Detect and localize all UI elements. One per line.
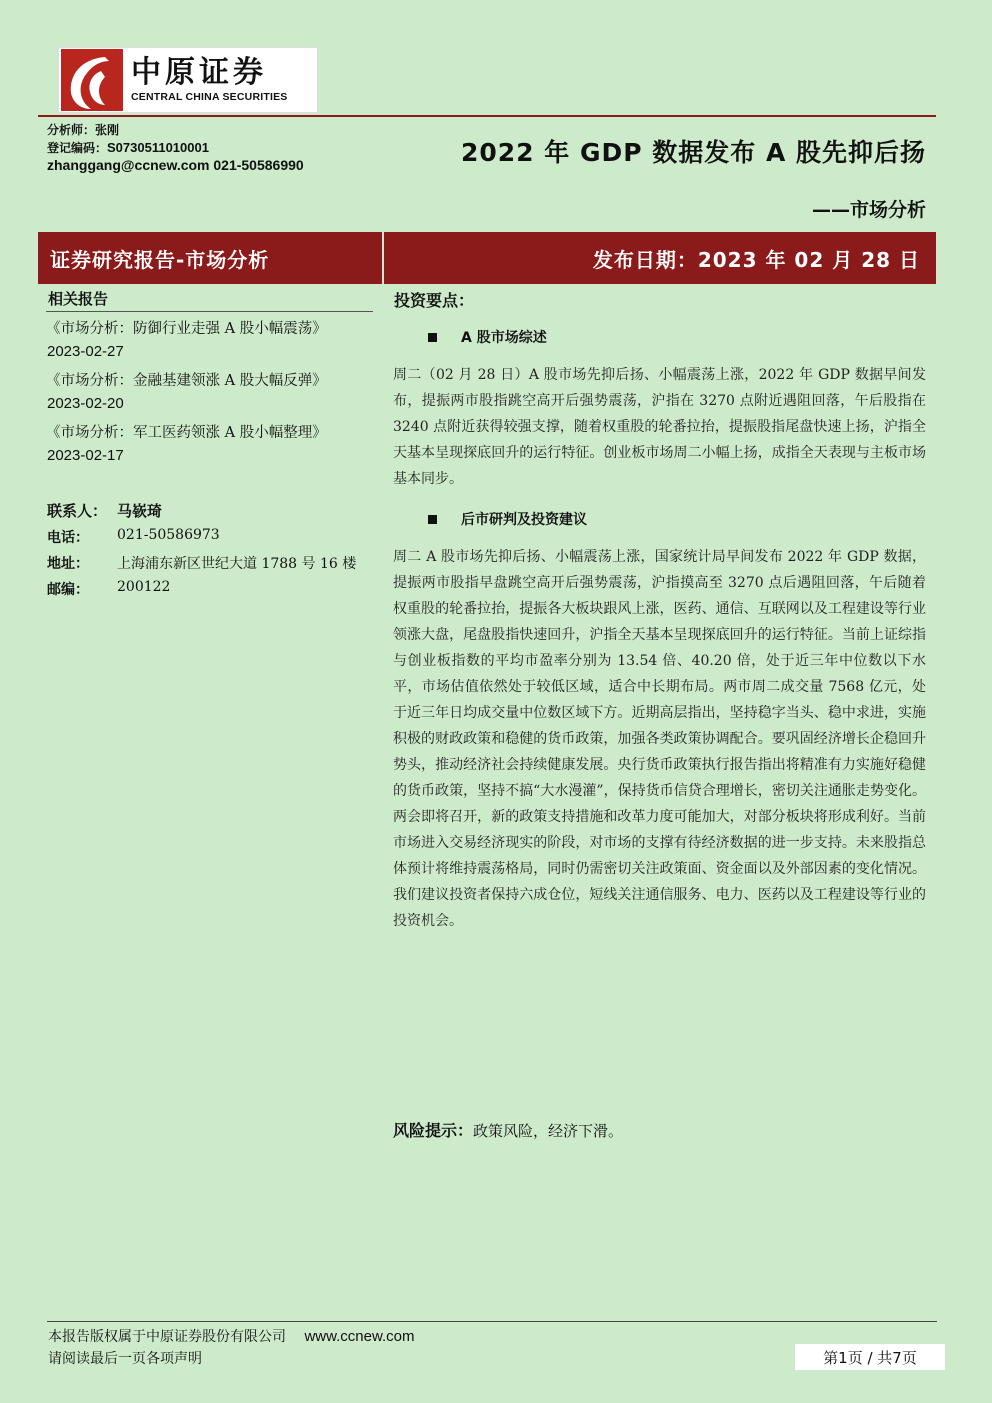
analyst-reg-row <box>47 139 209 156</box>
contact-person-row <box>47 500 162 521</box>
related-report-link[interactable]: 《市场分析：防御行业走强 A 股小幅震荡》 <box>46 321 327 337</box>
contact-person-label: 联系人： <box>47 502 108 520</box>
related-report-date: 2023-02-17 <box>47 447 124 464</box>
zip-value: 200122 <box>117 579 171 595</box>
investment-highlights-heading: 投资要点： <box>394 291 475 310</box>
logo-mark-icon <box>61 49 123 111</box>
footer-disclaimer: 请阅读最后一页各项声明 <box>48 1351 202 1367</box>
company-logo <box>58 47 318 113</box>
square-bullet-icon <box>428 333 437 342</box>
section-heading-outlook <box>428 509 587 529</box>
analyst-contact: zhanggang@ccnew.com 021-50586990 <box>47 157 304 173</box>
contact-phone-row <box>47 527 220 547</box>
publish-date: 发布日期：2023 年 02 月 28 日 <box>592 248 920 272</box>
reg-code: S0730511010001 <box>107 140 209 155</box>
related-report-link[interactable]: 《市场分析：军工医药领涨 A 股小幅整理》 <box>46 425 327 441</box>
logo-chinese-name: 中原证券 <box>131 55 267 90</box>
page-indicator: 第1页 / 共7页 <box>795 1344 945 1370</box>
analyst-label: 分析师： <box>47 123 96 137</box>
header-divider <box>38 115 936 117</box>
analyst-name: 张刚 <box>95 123 120 137</box>
risk-warning <box>393 1118 623 1141</box>
report-category: 证券研究报告-市场分析 <box>50 248 270 272</box>
reg-label: 登记编码： <box>47 141 108 155</box>
section-heading-market-review <box>428 327 547 347</box>
section-heading-text: 后市研判及投资建议 <box>461 512 587 528</box>
market-review-paragraph: 周二（02 月 28 日）A 股市场先抑后扬、小幅震荡上涨，2022 年 GDP 数据早间发布，提振两市股指跳空高开后强势震荡，沪指在 3270 点附近遇阻回落，午后股指在 3240 点附近获得较强支撑，随着权重股的轮番拉抬，提振股指尾盘快速上扬，沪指全天基本呈现探底回升的运行特征。创业板市场周二小幅上扬，成指全天表现与主板市场基本同步。 <box>393 367 926 487</box>
zip-label: 邮编： <box>47 582 89 598</box>
related-divider <box>46 311 373 312</box>
phone-value: 021-50586973 <box>117 527 220 543</box>
logo-english-name: CENTRAL CHINA SECURITIES <box>131 91 288 103</box>
section-heading-text: A 股市场综述 <box>461 330 547 346</box>
footer-divider <box>47 1321 937 1322</box>
copyright-text: 本报告版权属于中原证券股份有限公司 <box>48 1329 286 1345</box>
analyst-name-row <box>47 121 119 138</box>
report-title: 2022 年 GDP 数据发布 A 股先抑后扬 <box>460 138 926 167</box>
address-label: 地址： <box>47 556 89 572</box>
related-report-date: 2023-02-20 <box>47 395 124 412</box>
contact-person: 马嵚琦 <box>117 502 163 520</box>
related-reports-heading: 相关报告 <box>48 290 109 308</box>
report-subtitle: ——市场分析 <box>811 199 926 221</box>
banner-divider <box>382 232 384 284</box>
phone-label: 电话： <box>47 530 89 546</box>
risk-label: 风险提示： <box>393 1121 474 1140</box>
contact-zip-row <box>47 579 170 599</box>
address-value: 上海浦东新区世纪大道 1788 号 16 楼 <box>117 556 357 572</box>
outlook-paragraph: 周二 A 股市场先抑后扬、小幅震荡上涨，国家统计局早间发布 2022 年 GDP 数据，提振两市股指早盘跳空高开后强势震荡，沪指摸高至 3270 点后遇阻回落，午后随着权重股的轮番拉抬，提振各大板块跟风上涨，医药、通信、互联网以及工程建设等行业领涨大盘，尾盘股指快速回升，沪指全天基本呈现探底回升的运行特征。当前上证综指与创业板指数的平均市盈率分别为 13.54 倍、40.20 倍，处于近三年中位数以下水平，市场估值依然处于较低区域，适合中长期布局。两市周二成交量 7568 亿元，处于近三年日均成交量中位数区域下方。近期高层指出，坚持稳字当头、稳中求进，实施积极的财政政策和稳健的货币政策，加强各类政策协调配合。要巩固经济增长企稳回升势头，推动经济社会持续健康发展。央行货币政策执行报告指出将精准有力实施好稳健的货币政策，坚持不搞“大水漫灌”，保持货币信贷合理增长，密切关注通胀走势变化。两会即将召开，新的政策支持措施和改革力度可能加大，对部分板块将形成利好。当前市场进入交易经济现实的阶段，对市场的支撑有待经济数据的进一步支持。未来股指总体预计将维持震荡格局，同时仍需密切关注政策面、资金面以及外部因素的变化情况。我们建议投资者保持六成仓位，短线关注通信服务、电力、医药以及工程建设等行业的投资机会。 <box>393 549 926 929</box>
risk-text: 政策风险，经济下滑。 <box>473 1122 624 1140</box>
contact-address-row <box>47 553 356 573</box>
related-report-date: 2023-02-27 <box>47 343 124 360</box>
website-link[interactable]: www.ccnew.com <box>304 1328 415 1345</box>
footer-copyright-row <box>48 1326 415 1346</box>
square-bullet-icon <box>428 515 437 524</box>
related-report-link[interactable]: 《市场分析：金融基建领涨 A 股大幅反弹》 <box>46 373 327 389</box>
